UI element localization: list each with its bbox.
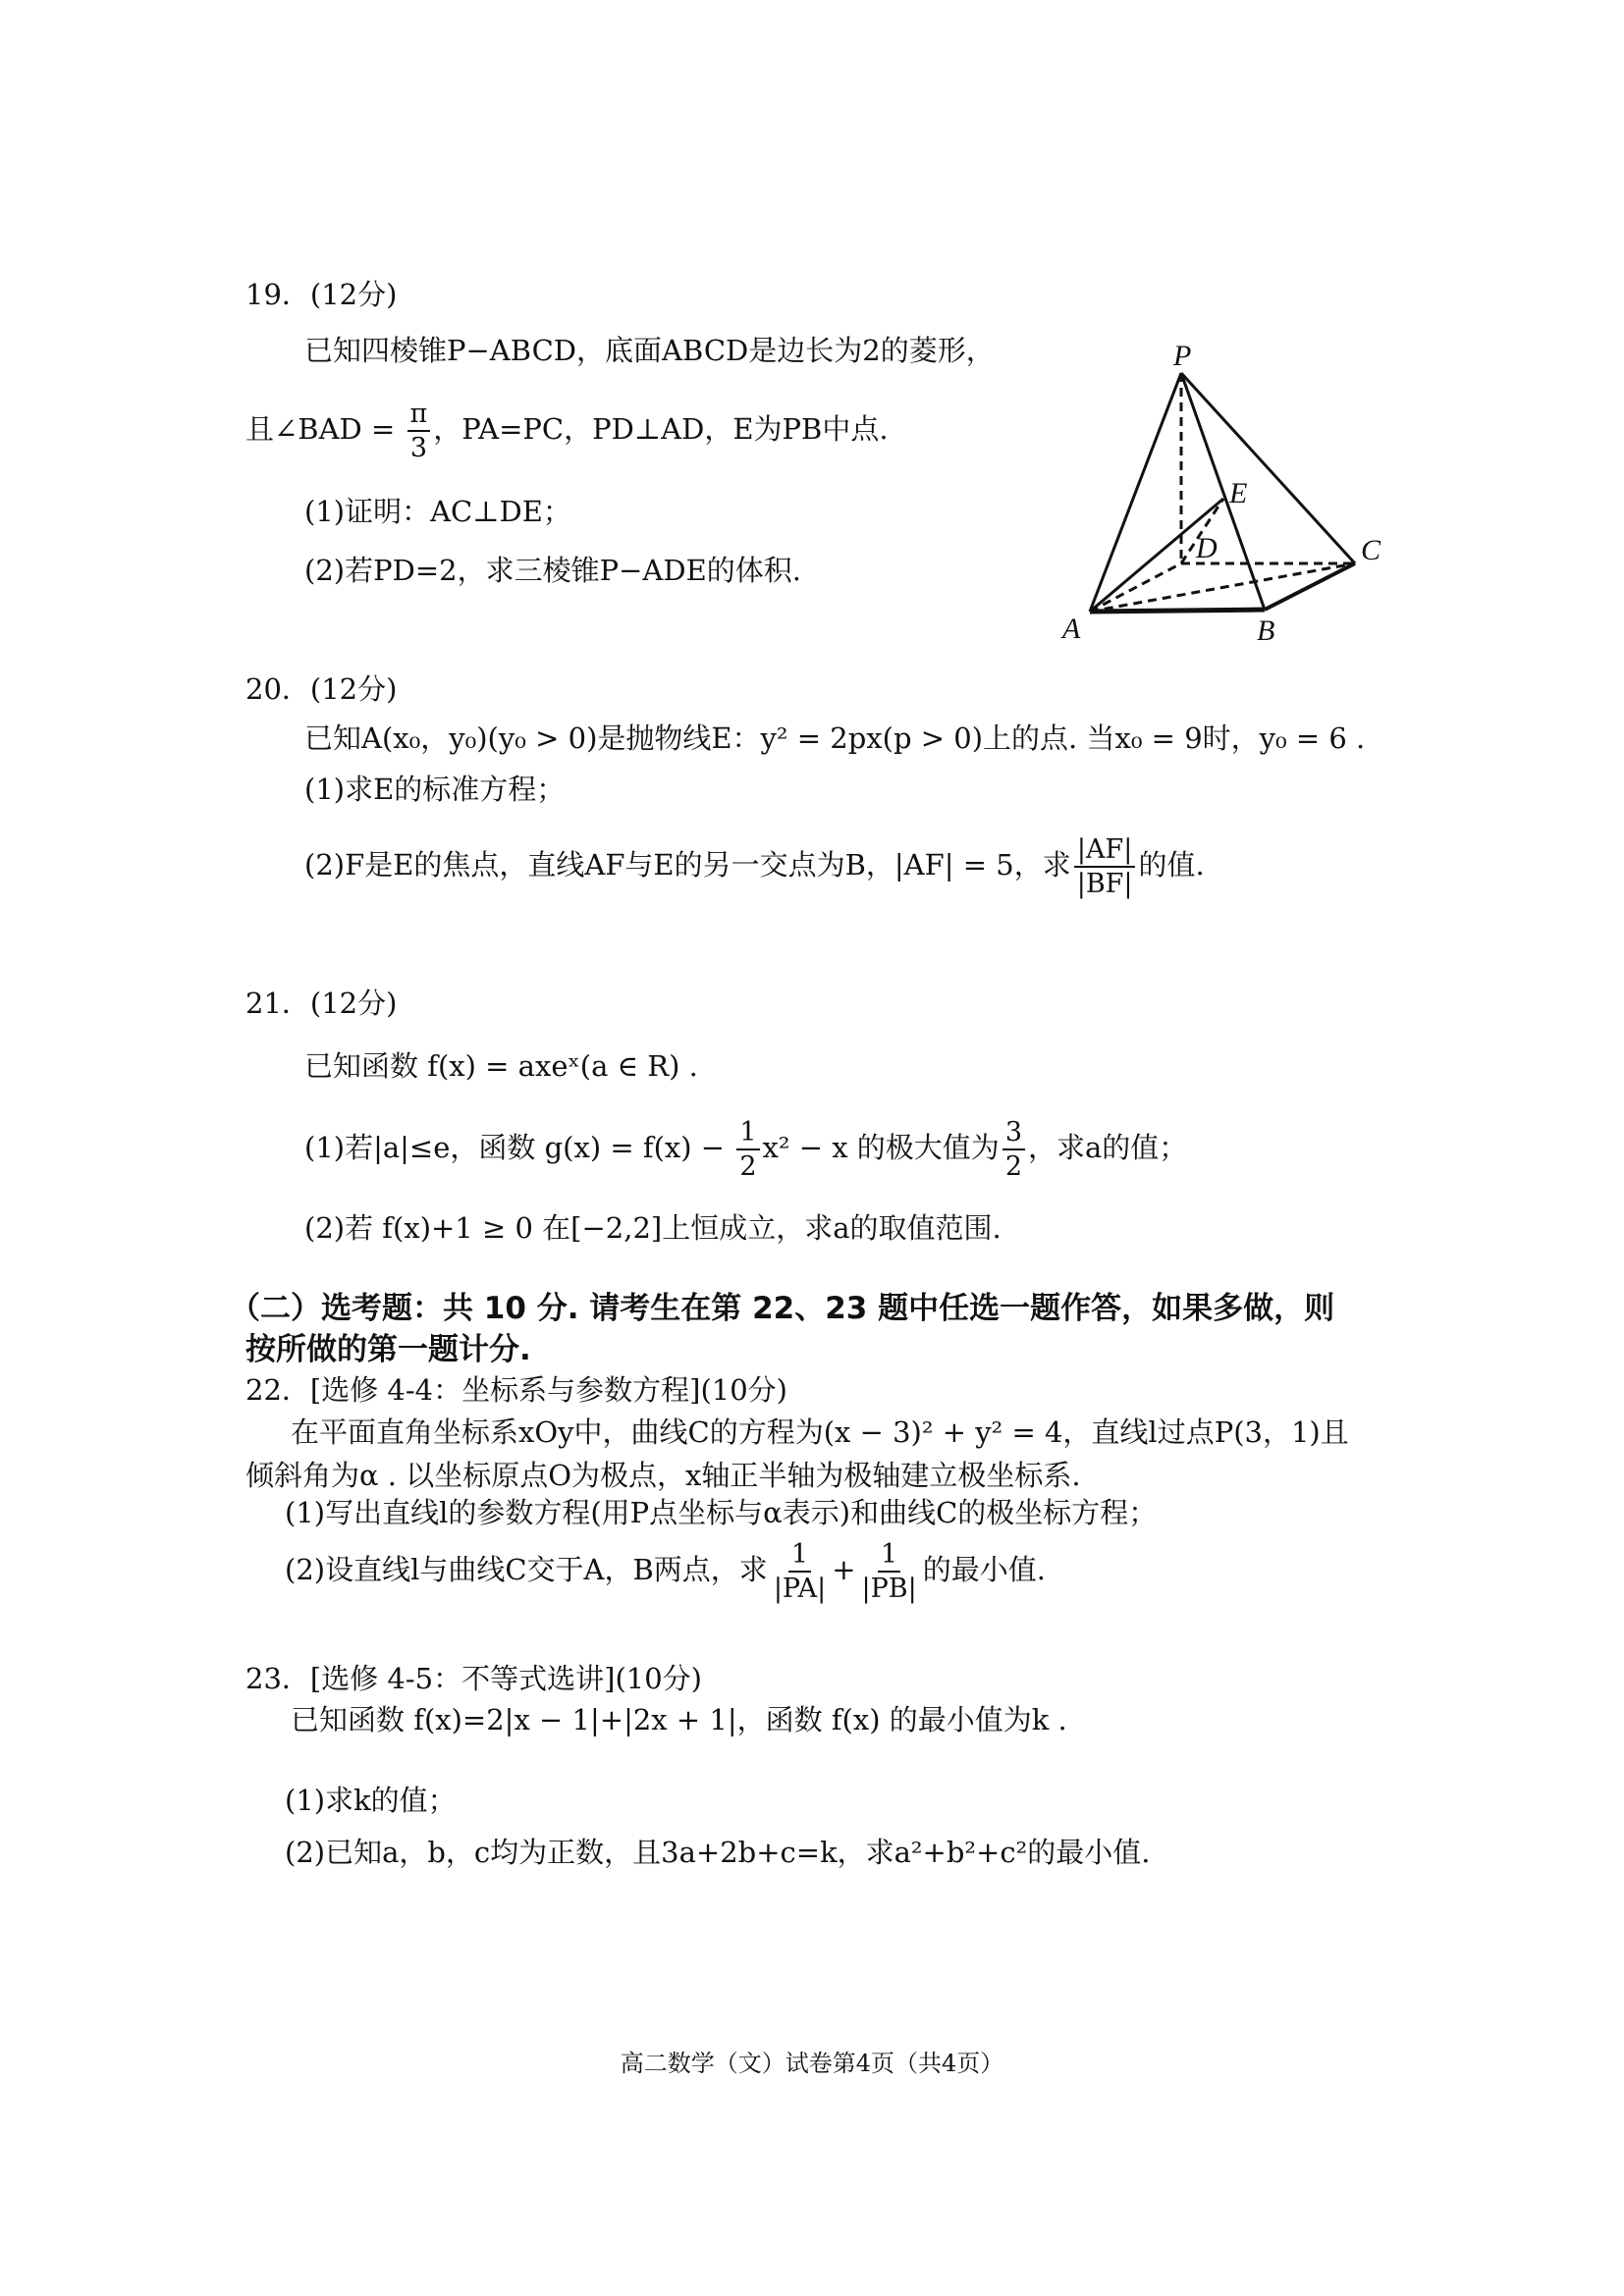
label-P: P <box>1173 340 1192 372</box>
text-run: x² − x 的极大值为 <box>762 1131 1000 1164</box>
q19-line2 <box>245 400 889 461</box>
q20-line1 <box>304 721 1366 755</box>
text-run: (2)设直线l与曲线C交于A，B两点，求 <box>285 1553 768 1586</box>
page-footer: 高二数学（文）试卷第4页（共4页） <box>620 2050 1004 2077</box>
q19-part2 <box>304 554 801 587</box>
text-run: + <box>832 1553 856 1586</box>
fraction <box>859 1541 920 1602</box>
text-run: (1)求E的标准方程； <box>304 773 566 806</box>
pyramid-figure <box>1041 334 1394 648</box>
fraction-numerator: 1 <box>736 1119 759 1150</box>
label-E: E <box>1229 477 1248 509</box>
label-D: D <box>1196 532 1218 564</box>
fraction-denominator: 3 <box>409 433 428 463</box>
text-run: (2)已知a，b，c均为正数，且3a+2b+c=k，求a²+b²+c²的最小值. <box>285 1836 1151 1869</box>
q20-header: 20．(12分) <box>245 672 398 706</box>
q21-part2 <box>304 1211 1001 1245</box>
label-C: C <box>1361 534 1381 566</box>
fraction-numerator: 1 <box>878 1541 900 1573</box>
text-run: (1)证明：AC⊥DE； <box>304 495 571 528</box>
q22-line2 <box>245 1459 1081 1492</box>
q20-part2 <box>304 836 1205 897</box>
text-run: (2)若 f(x)+1 ≥ 0 在[−2,2]上恒成立，求a的取值范围. <box>304 1211 1001 1245</box>
text-run: 在平面直角坐标系xOy中，曲线C的方程为(x − 3)² + y² = 4，直线l过点P(3，1)且 <box>291 1415 1349 1449</box>
edge-PA <box>1090 373 1181 612</box>
q20-part1 <box>304 775 565 804</box>
fraction <box>1002 1119 1025 1180</box>
label-A: A <box>1062 613 1081 645</box>
text-run: 的值. <box>1138 848 1205 881</box>
label-B: B <box>1257 614 1275 647</box>
fraction <box>1074 836 1136 897</box>
fraction <box>407 400 431 461</box>
q19-line1 <box>304 334 995 367</box>
edge-AB <box>1090 610 1265 612</box>
fraction-denominator: 2 <box>739 1151 757 1182</box>
fraction-numerator: 1 <box>788 1541 811 1573</box>
q21-line1 <box>304 1049 698 1083</box>
q22-line1 <box>291 1415 1349 1449</box>
text-run: 的最小值. <box>922 1553 1046 1586</box>
q22-part2 <box>285 1541 1046 1602</box>
q23-header: 23．[选修 4-5：不等式选讲](10分) <box>245 1662 702 1695</box>
text-run: (2)若PD=2，求三棱锥P−ADE的体积. <box>304 554 801 587</box>
text-run: ，求a的值； <box>1028 1131 1188 1164</box>
fraction-numerator: |AF| <box>1074 836 1135 868</box>
q21-part1 <box>304 1119 1187 1180</box>
q19-part1 <box>304 495 571 528</box>
text-run: 已知函数 f(x) = axeˣ(a ∈ R) . <box>304 1049 698 1083</box>
text-run: ，PA=PC，PD⊥AD，E为PB中点. <box>433 412 889 446</box>
fraction-numerator: π <box>407 400 431 432</box>
fraction <box>736 1119 759 1180</box>
text-run: 已知A(x₀，y₀)(y₀ > 0)是抛物线E：y² = 2px(p > 0)上的点. 当x₀ = 9时，y₀ = 6 . <box>304 721 1366 755</box>
text-run: 且∠BAD = <box>245 412 405 446</box>
text-run: (2)F是E的焦点，直线AF与E的另一交点为B，|AF| = 5，求 <box>304 848 1071 881</box>
section2-heading-line1: （二）选考题：共 10 分. 请考生在第 22、23 题中任选一题作答，如果多做，则 <box>230 1291 1335 1326</box>
edge-AC <box>1090 563 1355 612</box>
text-run: (1)写出直线l的参数方程(用P点坐标与α表示)和曲线C的极坐标方程； <box>285 1496 1158 1529</box>
fraction-denominator: 2 <box>1004 1151 1022 1182</box>
fraction-denominator: |PB| <box>861 1574 917 1604</box>
text-run: 已知函数 f(x)=2|x − 1|+|2x + 1|，函数 f(x) 的最小值为k . <box>291 1703 1067 1736</box>
q23-part1 <box>285 1784 457 1817</box>
text-run: (1)求k的值； <box>285 1784 457 1817</box>
q22-header: 22．[选修 4-4：坐标系与参数方程](10分) <box>245 1373 787 1407</box>
section2-heading-line2: 按所做的第一题计分. <box>245 1332 531 1367</box>
text-run: (1)若|a|≤e，函数 g(x) = f(x) − <box>304 1131 734 1164</box>
fraction-numerator: 3 <box>1002 1119 1025 1150</box>
edge-PB <box>1181 373 1265 610</box>
text-run: 倾斜角为α . 以坐标原点O为极点，x轴正半轴为极轴建立极坐标系. <box>245 1459 1081 1492</box>
q23-line1 <box>291 1703 1067 1736</box>
q22-part1 <box>285 1496 1158 1529</box>
fraction <box>771 1541 829 1602</box>
fraction-denominator: |PA| <box>773 1574 827 1604</box>
text-run: 已知四棱锥P−ABCD，底面ABCD是边长为2的菱形， <box>304 334 995 367</box>
q21-header: 21．(12分) <box>245 987 398 1020</box>
q19-header: 19．(12分) <box>245 278 398 311</box>
q23-part2 <box>285 1836 1151 1869</box>
fraction-denominator: |BF| <box>1076 869 1133 899</box>
